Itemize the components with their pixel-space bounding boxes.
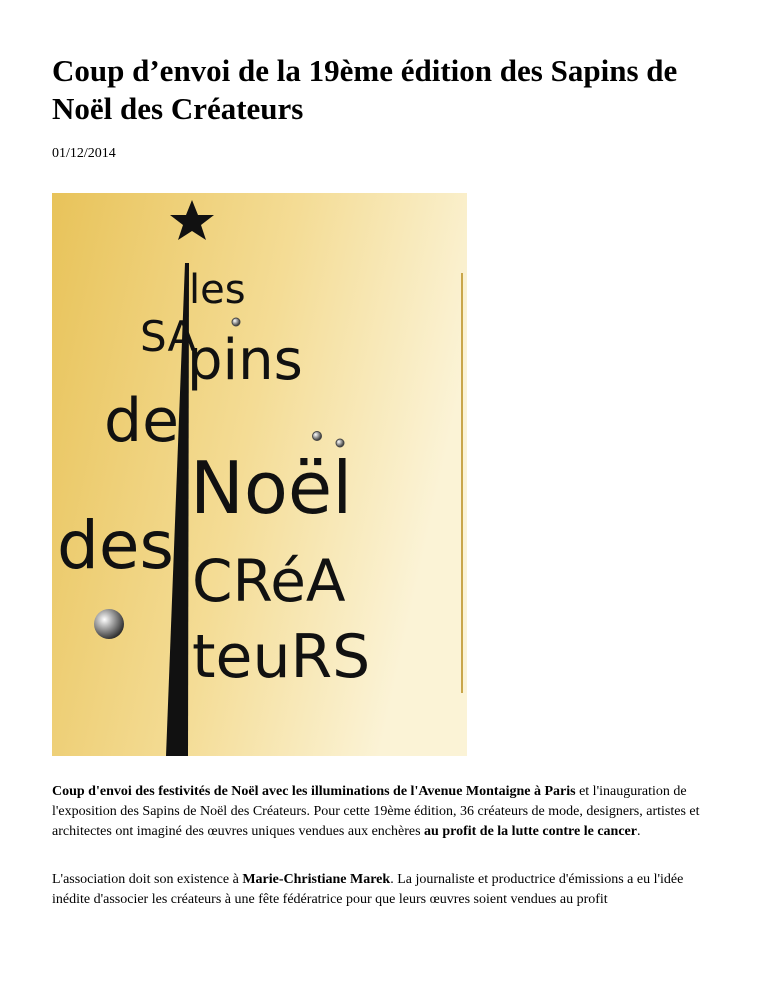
paragraph-2 xyxy=(52,870,722,910)
p1-bold-lead: Coup d'envoi des festivités de Noël avec les illuminations de l'Avenue Montaigne à Paris xyxy=(52,784,576,799)
paragraph-1 xyxy=(52,782,722,842)
p1-text: et l'inauguration de l'exposition des Sapins de Noël des Créateurs. Pour cette 19ème édition, 36 créateurs de mode, designers, artistes et architectes ont imaginé des œuvres uniques vendues aux enchères xyxy=(52,784,700,839)
poster-word-pins: pins xyxy=(187,328,303,393)
p2-text-start: L'association doit son existence à xyxy=(52,872,243,887)
p1-bold-cause: au profit de la lutte contre le cancer xyxy=(424,824,637,839)
poster-word-sa: SA xyxy=(140,312,197,361)
article-date: 01/12/2014 xyxy=(52,146,116,161)
poster-word-crea: CRéA xyxy=(192,547,346,615)
p2-bold-name: Marie-Christiane Marek xyxy=(242,872,391,887)
poster-word-les: les xyxy=(189,267,246,313)
p2-text-end: . La journaliste et productrice d'émissions a eu l'idée inédite d'associer les créateurs à une fête fédératrice pour que leurs œuvres soient vendues au profit xyxy=(52,872,684,907)
poster-word-des: des xyxy=(57,507,174,584)
poster-image xyxy=(52,193,467,756)
poster-word-de: de xyxy=(104,386,179,456)
article-title: Coup d’envoi de la 19ème édition des Sapins de Noël des Créateurs xyxy=(52,53,678,126)
ornament-ball xyxy=(94,609,124,639)
poster-word-noel: Noël xyxy=(190,446,353,530)
poster-word-teurs: teuRS xyxy=(192,622,371,692)
p1-end: . xyxy=(636,824,641,839)
